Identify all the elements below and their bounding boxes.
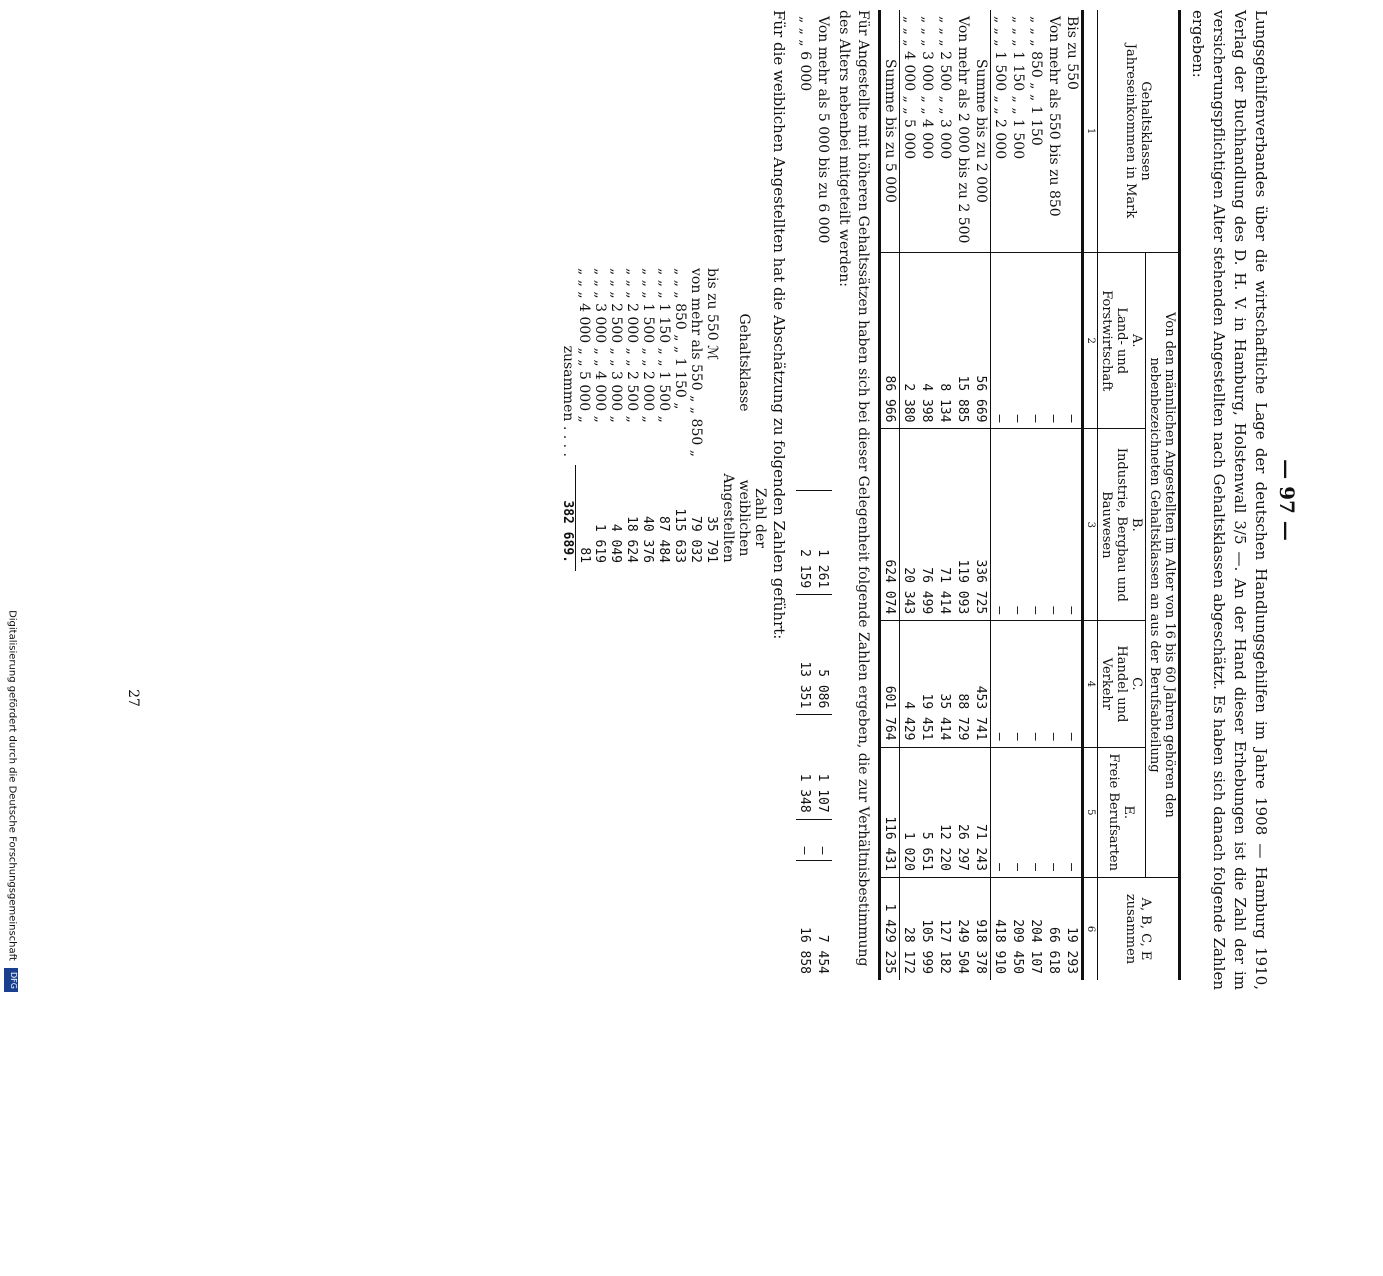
row-label: „ „ „ 4 000 „ „ 5 000 (901, 16, 917, 160)
row-label: „ „ „ 850 „ „ 1 150 „ (672, 268, 688, 410)
cell-e: 12 220 (936, 747, 954, 877)
table-row (1045, 10, 1063, 980)
row-label: „ „ „ 1 500 „ „ 2 000 (992, 16, 1008, 160)
footer-credit: Digitalisierung gefördert durch die Deutsche Forschungsgemeinschaft (6, 610, 18, 961)
cell-b: 5 086 (814, 595, 832, 715)
sum-row-5000 (880, 10, 900, 980)
row-label: „ „ „ 850 „ „ 1 150 (1028, 16, 1044, 146)
table-row (796, 10, 814, 980)
signature-mark: 27 (124, 689, 141, 707)
cell-e: 5 651 (918, 747, 936, 877)
row-value: 87 484 (656, 516, 672, 563)
row-label: „ „ „ 2 500 „ „ 3 000 (937, 16, 953, 160)
cell-a: 2 159 (796, 490, 814, 594)
table-row (640, 260, 656, 571)
cell-a: 4 398 (918, 253, 936, 429)
cell-c: — (1027, 621, 1045, 747)
col-header-total: A, B, C, E zusammen (1098, 878, 1180, 981)
table-row (954, 10, 972, 980)
cell-e: 71 243 (972, 747, 991, 877)
cell-c: — (1009, 621, 1027, 747)
table-row (814, 10, 832, 980)
cell-c: — (1045, 621, 1063, 747)
cell-e: — (814, 819, 832, 861)
cell-e: — (1009, 747, 1027, 877)
cell-a: — (991, 253, 1010, 429)
row-label: „ „ „ 4 000 „ „ 5 000 „ (576, 268, 592, 423)
cell-a: 86 966 (880, 253, 900, 429)
cell-total: 418 910 (991, 878, 1010, 981)
cell-e: — (991, 747, 1010, 877)
row-label: „ „ „ 1 500 „ „ 2 000 „ (640, 268, 656, 423)
row-value: 4 049 (608, 523, 624, 563)
dfg-logo: DFG (4, 968, 18, 992)
table-row (991, 10, 1010, 980)
row-label: „ „ „ 1 150 „ „ 1 500 „ (656, 268, 672, 423)
cell-e: 116 431 (880, 747, 900, 877)
cell-c: 1 348 (796, 715, 814, 819)
cell-e: 1 020 (900, 747, 919, 877)
page-number: — 97 — (1275, 459, 1299, 541)
col-header-class: Gehaltsklasse (736, 313, 752, 412)
col-number: 3 (1083, 429, 1098, 621)
intro-paragraph: Lungsgehilfenverbandes über die wirtschaftliche Lage der deutschen Handlungsgehilfen im Jahre 1908 — Hamburg 1910, Verlag der Buchhandlung des D. H. V. in Hamburg, Holstenwall 3/5 —. An der Hand dieser Erhebungen ist die Zahl der im versicherungspflichtigen Alter stehenden Angestellten nach Gehaltsklassen abgeschätzt. Es haben sich danach folgende Zahlen ergeben: (1189, 10, 1270, 990)
cell-total: 918 378 (972, 878, 991, 981)
cell-a: — (1027, 253, 1045, 429)
row-value: 79 032 (688, 516, 704, 563)
cell-total: 1 429 235 (880, 878, 900, 981)
col-header-b: B. Industrie, Bergbau und Bauwesen (1098, 429, 1146, 621)
cell-b: — (1009, 429, 1027, 621)
col-number: 6 (1083, 878, 1098, 981)
cell-b: 71 414 (936, 429, 954, 621)
table-row (656, 260, 672, 571)
table-row (592, 260, 608, 571)
group-header: Von den männlichen Angestellten im Alter von 16 bis 60 Jahren gehören den nebenbezeichneten Gehaltsklassen an aus der Berufsabteilung (1146, 253, 1180, 878)
cell-a: — (1009, 253, 1027, 429)
row-label: „ „ „ 2 000 „ „ 2 500 „ (624, 268, 640, 423)
cell-a: 2 380 (900, 253, 919, 429)
female-heading: Für die weiblichen Angestellten hat die Abschätzung zu folgenden Zahlen geführt: (770, 10, 788, 640)
col-header-count: Zahl der weiblichen Angestellten (720, 473, 768, 563)
table-row (624, 260, 640, 571)
col-header-e: E. Freie Berufsarten (1098, 747, 1146, 877)
sum-label: Summe bis zu 2 000 (972, 10, 991, 253)
cell-a: 15 885 (954, 253, 972, 429)
cell-total: 249 504 (954, 878, 972, 981)
table-row (672, 260, 688, 571)
cell-b: 20 343 (900, 429, 919, 621)
cell-a: — (1063, 253, 1083, 429)
row-label: „ „ „ 3 000 „ „ 4 000 (919, 16, 935, 160)
table-row (576, 260, 592, 571)
cell-c: — (991, 621, 1010, 747)
cell-c: 601 764 (880, 621, 900, 747)
cell-c: — (1063, 621, 1083, 747)
cell-c: 4 429 (900, 621, 919, 747)
cell-b: — (991, 429, 1010, 621)
cell-e: — (796, 819, 814, 861)
col-header-a: A. Land- und Forstwirtschaft (1098, 253, 1146, 429)
row-label: „ „ „ 2 500 „ „ 3 000 „ (608, 268, 624, 423)
table-row (936, 10, 954, 980)
cell-total: 66 618 (1045, 878, 1063, 981)
table-row (1063, 10, 1083, 980)
cell-total: 7 454 (814, 861, 832, 980)
row-label: von mehr als 550 „ „ 850 „ (688, 268, 704, 457)
sum-label: Summe bis zu 5 000 (880, 10, 900, 253)
row-label: „ „ „ 1 150 „ „ 1 500 (1010, 16, 1026, 160)
col-header-c: C. Handel und Verkehr (1098, 621, 1146, 747)
cell-a: 1 261 (814, 490, 832, 594)
row-label: „ „ „ 6 000 (797, 16, 813, 92)
table-row (704, 260, 720, 571)
cell-b: — (1045, 429, 1063, 621)
cell-b: — (1063, 429, 1083, 621)
col-number: 2 (1083, 253, 1098, 429)
male-employees-table (878, 10, 1181, 980)
cell-b: 76 499 (918, 429, 936, 621)
cell-e: — (1045, 747, 1063, 877)
cell-total: 209 450 (1009, 878, 1027, 981)
cell-a: — (1045, 253, 1063, 429)
row-value: 40 376 (640, 516, 656, 563)
row-label: „ „ „ 3 000 „ „ 4 000 „ (592, 268, 608, 423)
cell-b: 336 725 (972, 429, 991, 621)
cell-a: 8 134 (936, 253, 954, 429)
cell-total: 127 182 (936, 878, 954, 981)
sum-row-2000 (972, 10, 991, 980)
cell-c: 19 451 (918, 621, 936, 747)
cell-total: 16 858 (796, 861, 814, 980)
row-label: Von mehr als 550 bis zu 850 (1046, 16, 1062, 217)
cell-e: 26 297 (954, 747, 972, 877)
row-label: Bis zu 550 (1064, 16, 1080, 90)
row-value: 18 624 (624, 516, 640, 563)
cell-c: 88 729 (954, 621, 972, 747)
cell-b: 624 074 (880, 429, 900, 621)
row-value: 115 633 (672, 508, 688, 563)
cell-c: 453 741 (972, 621, 991, 747)
cell-a: 56 669 (972, 253, 991, 429)
col-header-income: Gehaltsklassen Jahreseinkommen in Mark (1098, 10, 1180, 253)
cell-b: 13 351 (796, 595, 814, 715)
table-row (1027, 10, 1045, 980)
cell-e: — (1063, 747, 1083, 877)
row-value: 1 619 (592, 523, 608, 563)
cell-total: 105 999 (918, 878, 936, 981)
cell-total: 28 172 (900, 878, 919, 981)
cell-c: 35 414 (936, 621, 954, 747)
total-value: 382 689. (560, 465, 576, 571)
cell-b: — (1027, 429, 1045, 621)
table-row (1009, 10, 1027, 980)
row-label: Von mehr als 5 000 bis zu 6 000 (815, 16, 831, 244)
row-value: 35 791 (704, 516, 720, 563)
rows-up-to-5000 (900, 10, 973, 980)
cell-e: — (1027, 747, 1045, 877)
table-row (918, 10, 936, 980)
cell-total: 19 293 (1063, 878, 1083, 981)
cell-b: 119 093 (954, 429, 972, 621)
cell-total: 204 107 (1027, 878, 1045, 981)
row-value: 81 (576, 547, 592, 563)
rotated-page-content (345, 0, 1305, 1000)
rows-up-to-2000 (991, 10, 1083, 980)
col-number: 5 (1083, 747, 1098, 877)
row-label: Von mehr als 2 000 bis zu 2 500 (955, 16, 971, 244)
col-number: 1 (1085, 127, 1096, 135)
cell-c: 1 107 (814, 715, 832, 819)
higher-salary-table (796, 10, 832, 980)
footer-strip (2, 0, 18, 1000)
table-row (900, 10, 919, 980)
total-label: zusammen . . . . (560, 345, 576, 457)
col-number: 4 (1083, 621, 1098, 747)
row-label: bis zu 550 ℳ (704, 268, 720, 361)
higher-salary-note: Für Angestellte mit höheren Gehaltssätzen haben sich bei dieser Gelegenheit folgende Zahlen ergeben, die zur Verhältnisbestimmung des Alters nebenbei mitgeteilt werden: (836, 10, 871, 967)
table-row (688, 260, 704, 571)
female-employees-table (560, 260, 768, 571)
table-row (608, 260, 624, 571)
